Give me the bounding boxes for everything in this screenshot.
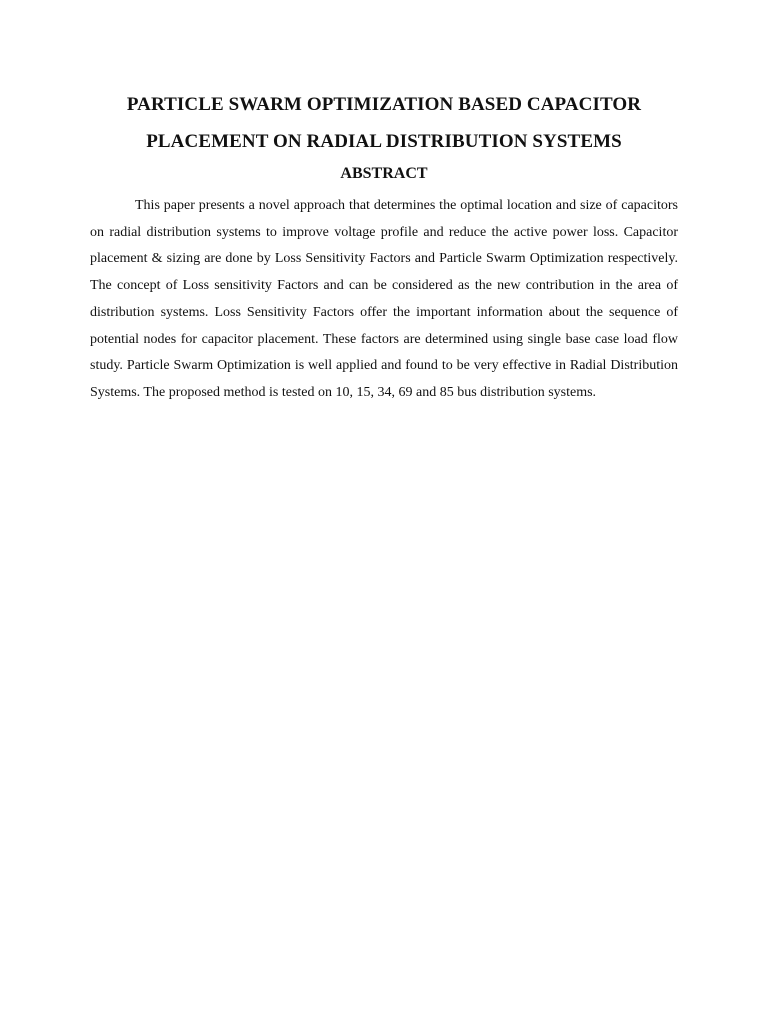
paper-title-line-1: PARTICLE SWARM OPTIMIZATION BASED CAPACITOR — [126, 94, 642, 115]
abstract-paragraph: This paper presents a novel approach that determines the optimal location and size of capacitors on radial distribution systems to improve voltage profile and reduce the active power loss. Capacitor placement & sizing are done by Loss Sensitivity Factors and Particle Swarm Optimization respectively. The concept of Loss sensitivity Factors and can be considered as the new contribution in the area of distribution systems. Loss Sensitivity Factors offer the important information about the sequence of potential nodes for capacitor placement. These factors are determined using single base case load flow study. Particle Swarm Optimization is well applied and found to be very effective in Radial Distribution Systems. The proposed method is tested on 10, 15, 34, 69 and 85 bus distribution systems. — [90, 198, 678, 400]
paper-title-line-2: PLACEMENT ON RADIAL DISTRIBUTION SYSTEMS — [146, 131, 622, 152]
abstract-heading: ABSTRACT — [340, 165, 428, 182]
